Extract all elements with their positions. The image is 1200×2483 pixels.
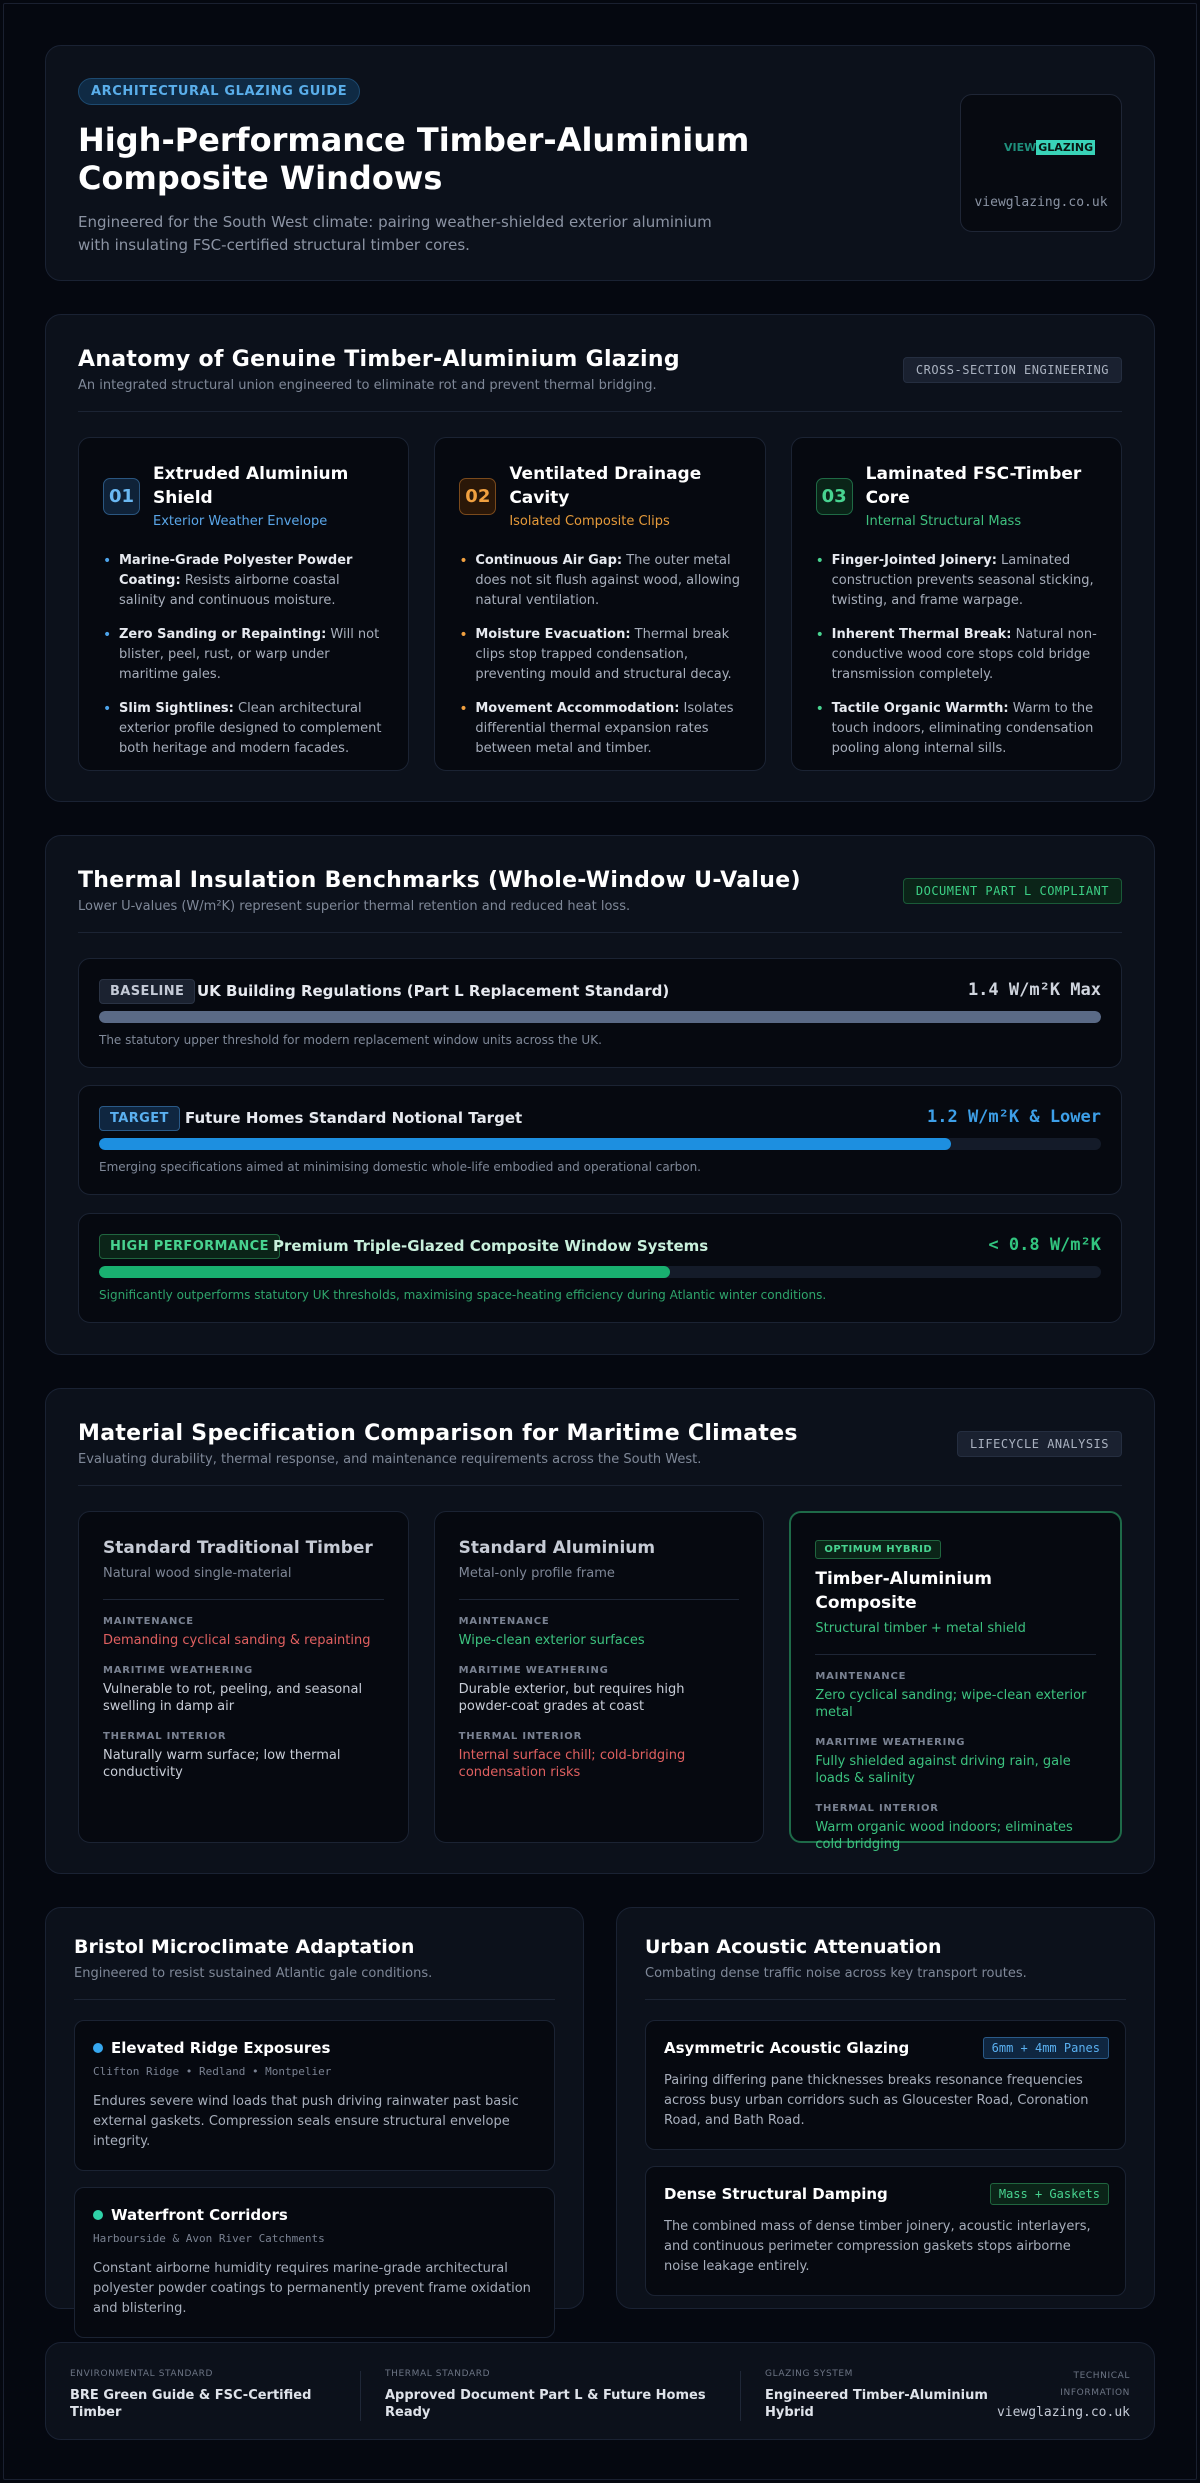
lifecycle-tag: LIFECYCLE ANALYSIS xyxy=(957,1431,1122,1457)
benchmark-high-performance xyxy=(78,1213,1122,1323)
thermal-value: Internal surface chill; cold-bridging condensation risks xyxy=(458,1748,686,1780)
acoustic-item-title: Asymmetric Acoustic Glazing xyxy=(664,2039,910,2057)
section-divider xyxy=(78,932,1122,933)
benchmark-description: Emerging specifications aimed at minimising domestic whole-life embodied and operational carbon. xyxy=(99,1160,701,1174)
acoustic-card-glazing xyxy=(645,2020,1126,2150)
card-divider xyxy=(459,1599,740,1600)
status-dot-icon xyxy=(93,2043,103,2053)
acoustic-card-damping xyxy=(645,2166,1126,2296)
footer-environmental xyxy=(70,2367,360,2421)
footer xyxy=(45,2342,1155,2440)
brand-logo-box xyxy=(960,94,1122,232)
anatomy-card-kicker: Internal Structural Mass xyxy=(865,514,1022,529)
maintenance-label: MAINTENANCE xyxy=(815,1671,907,1682)
anatomy-subtitle: An integrated structural union engineered to eliminate rot and prevent thermal bridging. xyxy=(78,378,657,393)
thermal-label: THERMAL INTERIOR xyxy=(815,1803,939,1814)
page-content xyxy=(45,45,1155,2440)
feature-list xyxy=(459,551,740,759)
benchmark-description: The statutory upper threshold for modern replacement window units across the UK. xyxy=(99,1033,602,1047)
comparison-title: Material Specification Comparison for Maritime Climates xyxy=(78,1421,798,1446)
comparison-card-title: Standard Traditional Timber xyxy=(103,1538,373,1558)
logo-text-view: VIEW xyxy=(1004,141,1037,154)
exposure-locations: Clifton Ridge • Redland • Montpelier xyxy=(93,2065,332,2078)
weathering-value: Vulnerable to rot, peeling, and seasonal swelling in damp air xyxy=(103,1682,363,1714)
anatomy-card-cavity xyxy=(434,437,765,771)
list-item: • Tactile Organic Warmth: Warm to the touch indoors, eliminating condensation pooling along internal sills. xyxy=(815,701,1094,756)
benchmark-description: Significantly outperforms statutory UK thresholds, maximising space-heating efficiency during Atlantic winter conditions. xyxy=(99,1288,827,1302)
maintenance-value: Zero cyclical sanding; wipe-clean exterior metal xyxy=(815,1688,1087,1720)
list-item: • Marine-Grade Polyester Powder Coating: Resists airborne coastal salinity and continuous moisture. xyxy=(103,553,353,608)
footer-label: THERMAL STANDARD xyxy=(385,2369,491,2379)
benchmark-fill xyxy=(99,1011,1101,1023)
section-divider xyxy=(645,1999,1126,2000)
card-divider xyxy=(103,1599,384,1600)
thermal-label: THERMAL INTERIOR xyxy=(458,1731,583,1742)
hero-subtitle: Engineered for the South West climate: pairing weather-shielded exterior aluminium with insulating FSC-certified structural timber cores. xyxy=(78,213,712,254)
weathering-value: Fully shielded against driving rain, gale loads & salinity xyxy=(815,1754,1071,1786)
maintenance-label: MAINTENANCE xyxy=(103,1616,194,1627)
maintenance-value: Wipe-clean exterior surfaces xyxy=(458,1633,645,1648)
anatomy-card-kicker: Isolated Composite Clips xyxy=(509,514,670,529)
guide-pill: ARCHITECTURAL GLAZING GUIDE xyxy=(78,78,360,105)
anatomy-title: Anatomy of Genuine Timber-Aluminium Glazing xyxy=(78,347,680,372)
acoustic-item-title: Dense Structural Damping xyxy=(664,2185,888,2203)
acoustic-item-description: The combined mass of dense timber joinery, acoustic interlayers, and continuous perimeter compression gaskets stops airborne noise leakage entirely. xyxy=(664,2219,1091,2274)
bullet-icon: • xyxy=(815,701,824,717)
thermal-value: Warm organic wood indoors; eliminates cold bridging xyxy=(815,1820,1073,1852)
thermal-value: Naturally warm surface; low thermal conductivity xyxy=(103,1748,341,1780)
step-number-badge: 01 xyxy=(103,478,140,515)
thermal-section xyxy=(45,835,1155,1355)
exposure-card-waterfront xyxy=(74,2187,555,2338)
footer-label: ENVIRONMENTAL STANDARD xyxy=(70,2369,214,2379)
exposure-title: Waterfront Corridors xyxy=(111,2206,288,2224)
benchmark-label: UK Building Regulations (Part L Replacement Standard) xyxy=(197,982,670,1000)
footer-glazing xyxy=(765,2367,1015,2421)
anatomy-columns xyxy=(78,437,1122,771)
footer-url[interactable]: viewglazing.co.uk xyxy=(996,2405,1130,2420)
weathering-value: Durable exterior, but requires high powder-coat grades at coast xyxy=(458,1682,685,1714)
brand-logo xyxy=(1004,141,1095,154)
weathering-label: MARITIME WEATHERING xyxy=(103,1665,253,1676)
benchmark-track xyxy=(99,1011,1101,1023)
thermal-label: THERMAL INTERIOR xyxy=(103,1731,227,1742)
optimum-badge: OPTIMUM HYBRID xyxy=(815,1540,941,1559)
footer-technical-info xyxy=(997,2367,1130,2420)
bullet-icon: • xyxy=(103,553,112,569)
comparison-card-subtitle: Metal-only profile frame xyxy=(458,1566,615,1581)
bullet-icon: • xyxy=(815,553,824,569)
footer-divider xyxy=(360,2371,361,2421)
benchmark-tag: TARGET xyxy=(99,1106,180,1131)
comparison-card-composite xyxy=(789,1511,1122,1852)
footer-value: Engineered Timber-Aluminium Hybrid xyxy=(765,2388,988,2420)
brand-url[interactable]: viewglazing.co.uk xyxy=(974,195,1108,210)
comparison-subtitle: Evaluating durability, thermal response, and maintenance requirements across the South West. xyxy=(78,1452,702,1467)
bullet-icon: • xyxy=(815,627,824,643)
hero-card xyxy=(45,45,1155,281)
thermal-subtitle: Lower U-values (W/m²K) represent superior thermal retention and reduced heat loss. xyxy=(78,899,631,914)
footer-value: BRE Green Guide & FSC-Certified Timber xyxy=(70,2388,312,2420)
acoustic-section xyxy=(616,1907,1155,2309)
comparison-card-title: Standard Aluminium xyxy=(458,1538,656,1558)
anatomy-card-timber xyxy=(791,437,1122,771)
anatomy-card-title: Laminated FSC-Timber Core xyxy=(865,464,1082,508)
weathering-label: MARITIME WEATHERING xyxy=(458,1665,609,1676)
benchmark-fill xyxy=(99,1138,951,1150)
card-divider xyxy=(815,1654,1096,1655)
exposure-title: Elevated Ridge Exposures xyxy=(111,2039,331,2057)
footer-label: TECHNICAL xyxy=(1073,2371,1130,2381)
comparison-card-subtitle: Natural wood single-material xyxy=(103,1566,292,1581)
list-item: • Movement Accommodation: Isolates differential thermal expansion rates between metal and timber. xyxy=(459,701,734,756)
benchmark-value: < 0.8 W/m²K xyxy=(988,1235,1101,1255)
bullet-icon: • xyxy=(459,553,468,569)
acoustic-subtitle: Combating dense traffic noise across key transport routes. xyxy=(645,1966,1027,1981)
footer-thermal xyxy=(385,2367,740,2421)
maintenance-value: Demanding cyclical sanding & repainting xyxy=(103,1633,371,1648)
section-divider xyxy=(78,411,1122,412)
comparison-columns xyxy=(78,1511,1122,1852)
anatomy-card-kicker: Exterior Weather Envelope xyxy=(153,514,328,529)
acoustic-item-description: Pairing differing pane thicknesses breaks resonance frequencies across busy urban corridors such as Gloucester Road, Coronation Road, and Bath Road. xyxy=(664,2073,1089,2128)
list-item: • Finger-Jointed Joinery: Laminated construction prevents seasonal sticking, twisting, and frame warpage. xyxy=(815,553,1094,608)
footer-label: INFORMATION xyxy=(1060,2388,1130,2398)
bristol-title: Bristol Microclimate Adaptation xyxy=(74,1936,415,1958)
benchmark-value: 1.2 W/m²K & Lower xyxy=(927,1107,1101,1127)
bristol-subtitle: Engineered to resist sustained Atlantic gale conditions. xyxy=(74,1966,433,1981)
anatomy-card-title: Extruded Aluminium Shield xyxy=(153,464,349,508)
bullet-icon: • xyxy=(459,701,468,717)
exposure-description: Constant airborne humidity requires marine-grade architectural polyester powder coatings to permanently prevent frame oxidation and blistering. xyxy=(93,2261,531,2316)
bristol-section xyxy=(45,1907,584,2316)
comparison-card-title: Timber-Aluminium Composite xyxy=(815,1569,992,1613)
exposure-locations: Harbourside & Avon River Catchments xyxy=(93,2232,325,2245)
benchmark-label: Future Homes Standard Notional Target xyxy=(185,1109,523,1127)
anatomy-section xyxy=(45,314,1155,802)
compliance-tag: DOCUMENT PART L COMPLIANT xyxy=(903,878,1122,904)
benchmark-track xyxy=(99,1266,1101,1278)
benchmark-value: 1.4 W/m²K Max xyxy=(967,980,1101,1000)
benchmark-target xyxy=(78,1085,1122,1195)
benchmark-baseline xyxy=(78,958,1122,1068)
page-title: High-Performance Timber-Aluminium Composite Windows xyxy=(78,121,750,197)
list-item: • Inherent Thermal Break: Natural non-conductive wood core stops cold bridge transmission completely. xyxy=(815,627,1097,682)
weathering-label: MARITIME WEATHERING xyxy=(815,1737,966,1748)
thermal-title: Thermal Insulation Benchmarks (Whole-Window U-Value) xyxy=(78,868,801,893)
spec-tag: Mass + Gaskets xyxy=(990,2183,1109,2205)
comparison-card-aluminium xyxy=(434,1511,765,1843)
benchmark-tag: BASELINE xyxy=(99,979,195,1004)
comparison-card-timber xyxy=(78,1511,409,1843)
status-dot-icon xyxy=(93,2210,103,2220)
feature-list xyxy=(816,551,1097,759)
anatomy-tag: CROSS-SECTION ENGINEERING xyxy=(903,357,1122,383)
list-item: • Zero Sanding or Repainting: Will not blister, peel, rust, or warp under maritime gales. xyxy=(103,627,380,682)
feature-list xyxy=(103,551,384,759)
anatomy-card-aluminium xyxy=(78,437,409,771)
spec-tag: 6mm + 4mm Panes xyxy=(983,2037,1109,2059)
benchmark-fill xyxy=(99,1266,670,1278)
maintenance-label: MAINTENANCE xyxy=(458,1616,550,1627)
logo-text-glazing: GLAZING xyxy=(1038,141,1094,154)
step-number-badge: 02 xyxy=(459,478,496,515)
bullet-icon: • xyxy=(103,627,112,643)
benchmark-label: Premium Triple-Glazed Composite Window Systems xyxy=(273,1237,709,1255)
footer-divider xyxy=(740,2371,741,2421)
step-number-badge: 03 xyxy=(816,478,853,515)
section-divider xyxy=(78,1485,1122,1486)
comparison-card-subtitle: Structural timber + metal shield xyxy=(815,1621,1026,1636)
list-item: • Slim Sightlines: Clean architectural exterior profile designed to complement both heritage and modern facades. xyxy=(103,701,382,756)
comparison-section xyxy=(45,1388,1155,1874)
section-divider xyxy=(74,1999,555,2000)
footer-label: GLAZING SYSTEM xyxy=(765,2369,854,2379)
acoustic-title: Urban Acoustic Attenuation xyxy=(645,1936,942,1958)
bullet-icon: • xyxy=(459,627,468,643)
regional-panels xyxy=(45,1907,1155,2316)
anatomy-card-title: Ventilated Drainage Cavity xyxy=(509,464,702,508)
list-item: • Moisture Evacuation: Thermal break clips stop trapped condensation, preventing mould and structural decay. xyxy=(459,627,732,682)
exposure-description: Endures severe wind loads that push driving rainwater past basic external gaskets. Compression seals ensure structural envelope integrity. xyxy=(93,2094,519,2149)
footer-value: Approved Document Part L & Future Homes Ready xyxy=(385,2388,706,2420)
benchmark-track xyxy=(99,1138,1101,1150)
bullet-icon: • xyxy=(103,701,112,717)
exposure-card-ridge xyxy=(74,2020,555,2171)
list-item: • Continuous Air Gap: The outer metal does not sit flush against wood, allowing natural ventilation. xyxy=(459,553,741,608)
benchmark-tag: HIGH PERFORMANCE xyxy=(99,1234,280,1259)
